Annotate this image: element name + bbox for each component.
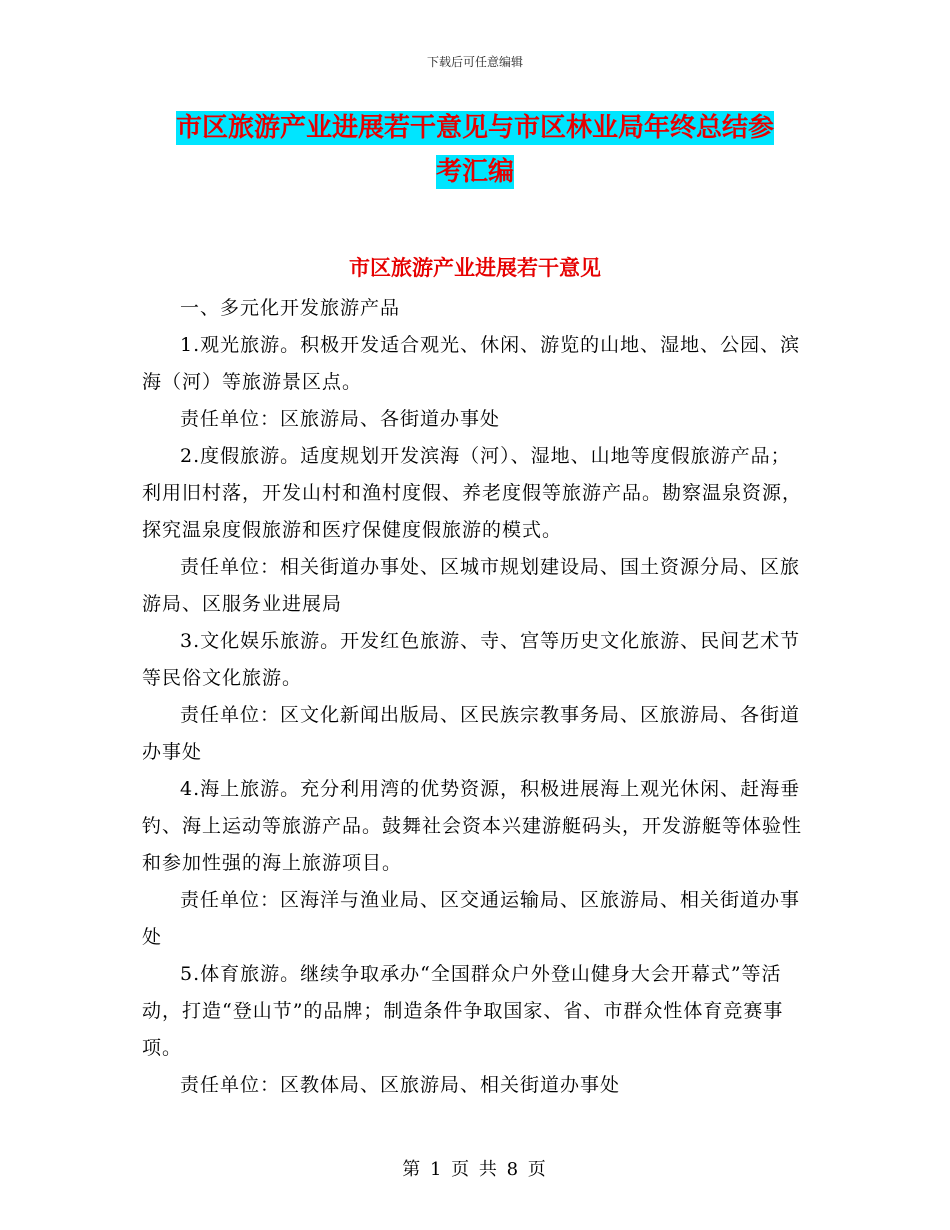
- document-title-line-1: [142, 115, 808, 141]
- paragraph: 责任单位：相关街道办事处、区城市规划建设局、国土资源分局、区旅游局、区服务业进展局: [142, 556, 801, 615]
- paragraph: 1.观光旅游。积极开发适合观光、休闲、游览的山地、湿地、公园、滨海（河）等旅游景区点。: [142, 334, 801, 393]
- paragraph: 责任单位：区教体局、区旅游局、相关街道办事处: [180, 1074, 621, 1096]
- document-body: [142, 290, 810, 1104]
- page-footer: 第 1 页 共 8 页: [402, 1159, 548, 1180]
- section-title: 市区旅游产业进展若干意见: [349, 255, 601, 280]
- paragraph: 一、多元化开发旅游产品: [180, 297, 401, 319]
- paragraph: 2.度假旅游。适度规划开发滨海（河）、湿地、山地等度假旅游产品；利用旧村落，开发山村和渔村度假、养老度假等旅游产品。勘察温泉资源，探究温泉度假旅游和医疗保健度假旅游的模式。: [142, 445, 803, 541]
- paragraph: 3.文化娱乐旅游。开发红色旅游、寺、宫等历史文化旅游、民间艺术节等民俗文化旅游。: [142, 630, 801, 689]
- paragraph: 责任单位：区旅游局、各街道办事处: [180, 408, 501, 430]
- document-title-line-2: [142, 159, 808, 185]
- paragraph: 5.体育旅游。继续争取承办“全国群众户外登山健身大会开幕式”等活动，打造“登山节”的品牌；制造条件争取国家、省、市群众性体育竞赛事项。: [142, 963, 784, 1059]
- paragraph: 责任单位：区海洋与渔业局、区交通运输局、区旅游局、相关街道办事处: [142, 889, 801, 948]
- title-highlight-2: 考汇编: [435, 157, 514, 187]
- paragraph: 责任单位：区文化新闻出版局、区民族宗教事务局、区旅游局、各街道办事处: [142, 704, 801, 763]
- header-note: 下载后可任意编辑: [426, 55, 523, 69]
- paragraph: 4.海上旅游。充分利用湾的优势资源，积极进展海上观光休闲、赶海垂钓、海上运动等旅游产品。鼓舞社会资本兴建游艇码头，开发游艇等体验性和参加性强的海上旅游项目。: [142, 778, 803, 874]
- title-highlight-1: 市区旅游产业进展若干意见与市区林业局年终总结参: [175, 113, 774, 143]
